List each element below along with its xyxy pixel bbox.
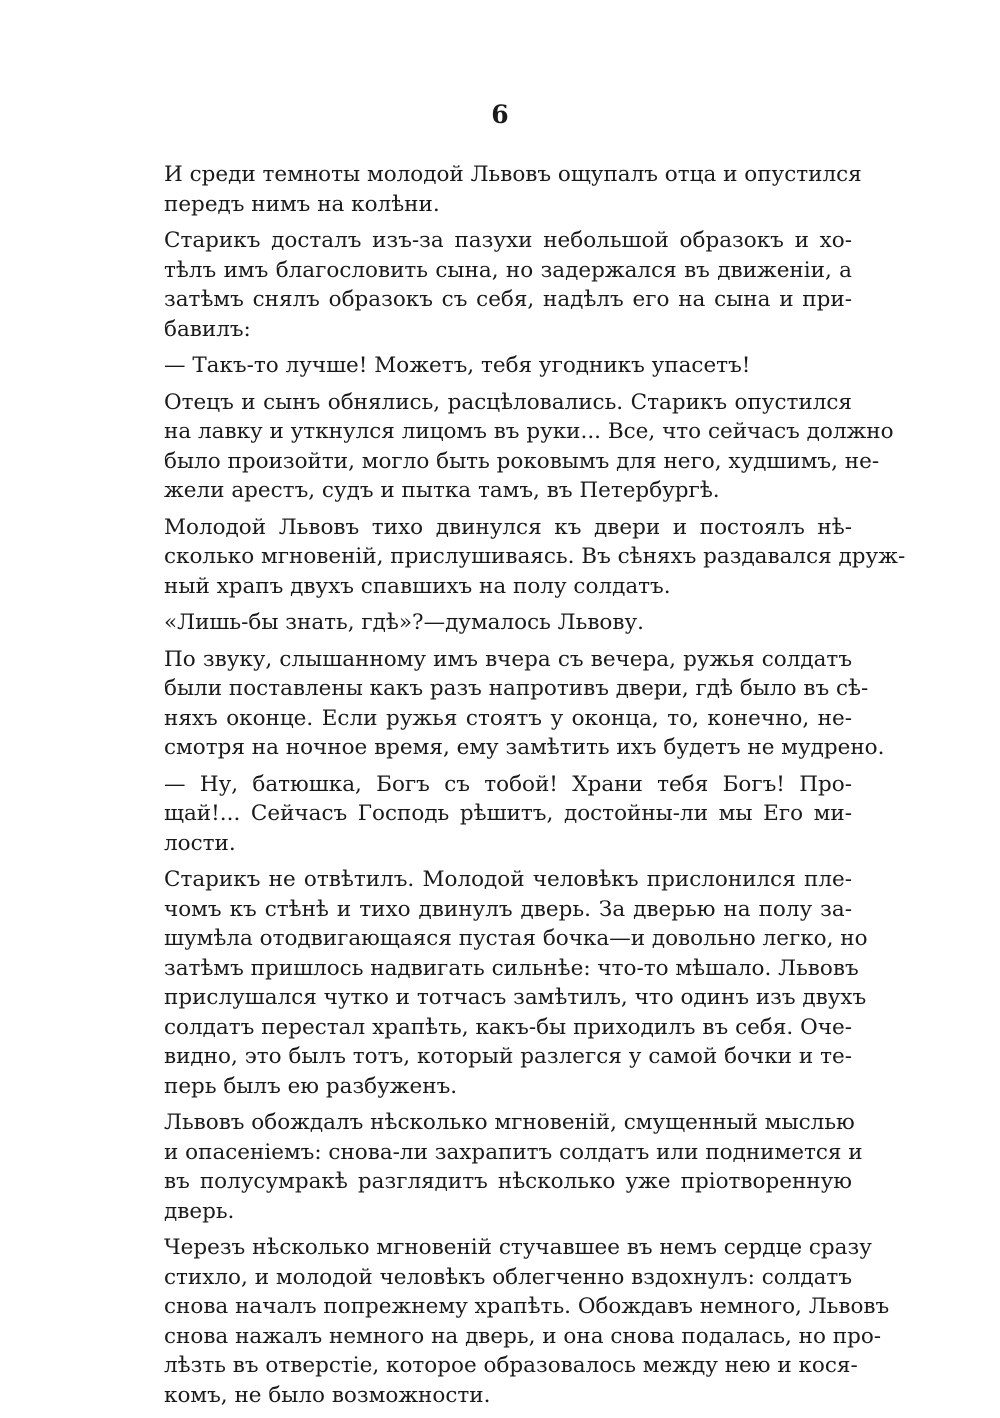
text-line: бавилъ: — [164, 316, 251, 342]
paragraph — [164, 226, 852, 344]
paragraph-gap — [164, 344, 852, 351]
text-line: Молодой Львовъ тихо двинулся къ двери и постоялъ нѣ- — [164, 514, 852, 540]
text-line: И среди темноты молодой Львовъ ощупалъ отца и опустился — [164, 162, 862, 187]
text-line: тѣлъ имъ благословить сына, но задержался въ движеніи, а — [164, 257, 852, 283]
text-line: Старикъ не отвѣтилъ. Молодой человѣкъ прислонился пле- — [164, 867, 852, 892]
text-line: и опасеніемъ: снова-ли захрапитъ солдатъ или поднимется и — [164, 1139, 863, 1165]
text-line: «Лишь-бы знать, гдѣ»?—думалось Львову. — [164, 610, 644, 635]
paragraph-gap — [164, 638, 852, 645]
text-line: стихло, и молодой человѣкъ облегченно вздохнулъ: солдатъ — [164, 1264, 852, 1290]
text-line: въ полусумракѣ разглядитъ нѣсколько уже пріотворенную — [164, 1169, 852, 1194]
text-line: лости. — [164, 830, 236, 856]
body-text — [164, 160, 906, 1410]
paragraph-gap — [164, 381, 852, 388]
text-line: затѣмъ снялъ образокъ съ себя, надѣлъ его на сына и при- — [164, 287, 852, 312]
text-line: — Такъ-то лучше! Можетъ, тебя угодникъ упасетъ! — [164, 353, 751, 378]
paragraph — [164, 351, 852, 381]
text-line: Черезъ нѣсколько мгновеній стучавшее въ немъ сердце сразу — [164, 1235, 872, 1260]
paragraph — [164, 608, 852, 638]
text-line: — Ну, батюшка, Богъ съ тобой! Храни тебя Богъ! Про- — [164, 771, 852, 797]
paragraph — [164, 1108, 863, 1226]
paragraph — [164, 513, 906, 602]
paragraph — [164, 1233, 890, 1410]
text-line: прислушался чутко и тотчасъ замѣтилъ, что одинъ изъ двухъ — [164, 985, 867, 1010]
text-line: смотря на ночное время, ему замѣтить ихъ будетъ не мудрено. — [164, 735, 885, 760]
text-line: солдатъ перестал храпѣть, какъ-бы приходилъ въ себя. Оче- — [164, 1014, 852, 1040]
paragraph-gap — [164, 1101, 852, 1108]
text-line: По звуку, слышанному имъ вчера съ вечера, ружья солдатъ — [164, 646, 852, 672]
paragraph-gap — [164, 506, 852, 513]
text-line: перь былъ ею разбуженъ. — [164, 1073, 458, 1099]
text-line: снова нажалъ немного на дверь, и она снова подалась, но про- — [164, 1323, 882, 1349]
text-line: были поставлены какъ разъ напротивъ двери, гдѣ было въ сѣ- — [164, 676, 869, 701]
paragraph-gap — [164, 219, 852, 226]
text-line: дверь. — [164, 1198, 235, 1224]
text-line: сколько мгновеній, прислушиваясь. Въ сѣняхъ раздавался друж- — [164, 544, 906, 569]
text-line: щай!... Сейчасъ Господь рѣшитъ, достойны-ли мы Его ми- — [164, 801, 852, 826]
text-line: комъ, не было возможности. — [164, 1382, 491, 1408]
text-line: Старикъ досталъ изъ-за пазухи небольшой образокъ и хо- — [164, 228, 852, 253]
paragraph-gap — [164, 763, 852, 770]
text-line: Отецъ и сынъ обнялись, расцѣловались. Старикъ опустился — [164, 389, 852, 415]
text-line: Львовъ обождалъ нѣсколько мгновеній, смущенный мыслью — [164, 1110, 855, 1135]
text-line: снова началъ попрежнему храпѣть. Обождавъ немного, Львовъ — [164, 1294, 890, 1319]
text-line: передъ нимъ на колѣни. — [164, 191, 440, 217]
text-line: на лавку и уткнулся лицомъ въ руки... Все, что сейчасъ должно — [164, 419, 894, 444]
text-line: ный храпъ двухъ спавшихъ на полу солдатъ. — [164, 573, 671, 599]
paragraph — [164, 160, 862, 219]
text-line: видно, это былъ тотъ, который разлегся у самой бочки и те- — [164, 1044, 852, 1069]
paragraph — [164, 645, 885, 763]
text-line: затѣмъ пришлось надвигать сильнѣе: что-то мѣшало. Львовъ — [164, 955, 859, 981]
paragraph — [164, 388, 894, 506]
paragraph-gap — [164, 1226, 852, 1233]
text-line: лѣзть въ отверстіе, которое образовалось между нею и кося- — [164, 1353, 858, 1378]
text-line: жели арестъ, судъ и пытка тамъ, въ Петербургѣ. — [164, 478, 720, 503]
paragraph-gap — [164, 858, 852, 865]
text-line: чомъ къ стѣнѣ и тихо двинулъ дверь. За дверью на полу за- — [164, 896, 852, 922]
text-line: няхъ оконце. Если ружья стоятъ у оконца, то, конечно, не- — [164, 705, 852, 731]
paragraph — [164, 865, 868, 1101]
text-line: было произойти, могло быть роковымъ для него, худшимъ, не- — [164, 448, 880, 474]
paragraph — [164, 770, 852, 859]
paragraph-gap — [164, 601, 852, 608]
page-number: 6 — [491, 100, 509, 129]
text-line: шумѣла отодвигающаяся пустая бочка—и довольно легко, но — [164, 926, 868, 951]
